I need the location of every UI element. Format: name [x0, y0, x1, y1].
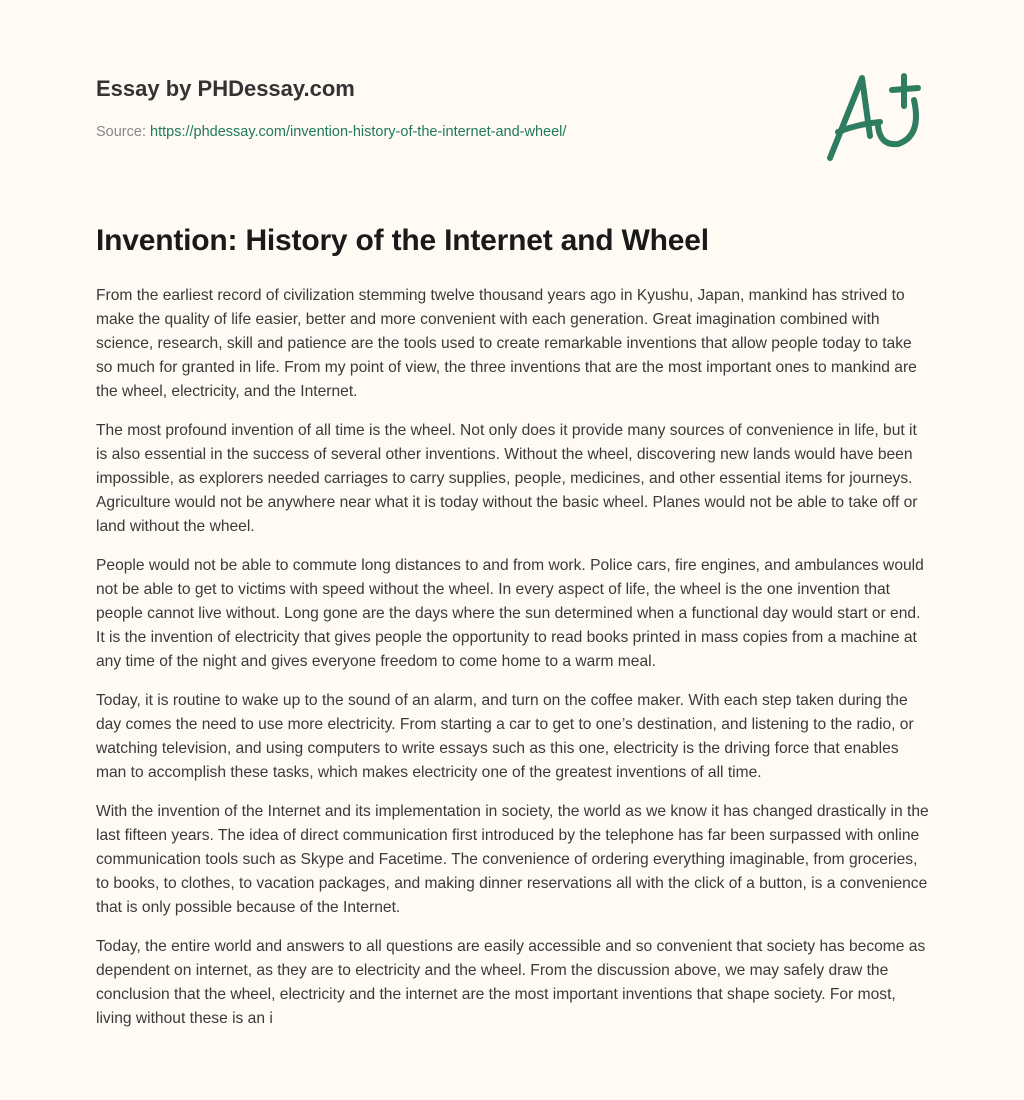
- source-label: Source:: [96, 124, 146, 140]
- paragraph: With the invention of the Internet and its implementation in society, the world as we know it has changed drastically in the last fifteen years. The idea of direct communication first introduced by the telephone has far been surpassed with online communication tools such as Skype and Facetime. The convenience of ordering everything imaginable, from groceries, to books, to clothes, to vacation packages, and making dinner reservations all with the click of a button, is a convenience that is only possible because of the Internet.: [96, 803, 929, 916]
- source-link[interactable]: https://phdessay.com/invention-history-of-the-internet-and-wheel/: [150, 124, 567, 140]
- paragraph: People would not be able to commute long distances to and from work. Police cars, fire engines, and ambulances would not be able to get to victims with speed without the wheel. In every aspect of life, the wheel is the one invention that people cannot live without. Long gone are the days where the sun determined when a functional day would start or end. It is the invention of electricity that gives people the opportunity to read books printed in mass copies from a machine at any time of the night and gives everyone freedom to come home to a warm meal.: [96, 557, 924, 670]
- site-title: Essay by PHDessay.com: [96, 76, 355, 101]
- article-title: Invention: History of the Internet and Wheel: [96, 224, 709, 257]
- paragraph: Today, the entire world and answers to all questions are easily accessible and so convenient that society has become as dependent on internet, as they are to electricity and the wheel. From the discussion above, we may safely draw the conclusion that the wheel, electricity and the internet are the most important inventions that shape society. For most, living without these is an i: [96, 938, 926, 1027]
- article-body: [96, 284, 932, 1046]
- a-plus-logo: [818, 66, 928, 166]
- source-line: [96, 124, 566, 140]
- paragraph: Today, it is routine to wake up to the sound of an alarm, and turn on the coffee maker. With each step taken during the day comes the need to use more electricity. From starting a car to get to one’s destination, and listening to the radio, or watching television, and using computers to write essays such as this one, electricity is the driving force that enables man to accomplish these tasks, which makes electricity one of the greatest inventions of all time.: [96, 692, 914, 781]
- paragraph: From the earliest record of civilization stemming twelve thousand years ago in Kyushu, Japan, mankind has strived to make the quality of life easier, better and more convenient with each generation. Great imagination combined with science, research, skill and patience are the tools used to create remarkable inventions that allow people today to take so much for granted in life. From my point of view, the three inventions that are the most important ones to mankind are the wheel, electricity, and the Internet.: [96, 287, 917, 400]
- paragraph: The most profound invention of all time is the wheel. Not only does it provide many sources of convenience in life, but it is also essential in the success of several other inventions. Without the wheel, discovering new lands would have been impossible, as explorers needed carriages to carry supplies, people, medicines, and other essential items for journeys. Agriculture would not be anywhere near what it is today without the basic wheel. Planes would not be able to take off or land without the wheel.: [96, 422, 918, 535]
